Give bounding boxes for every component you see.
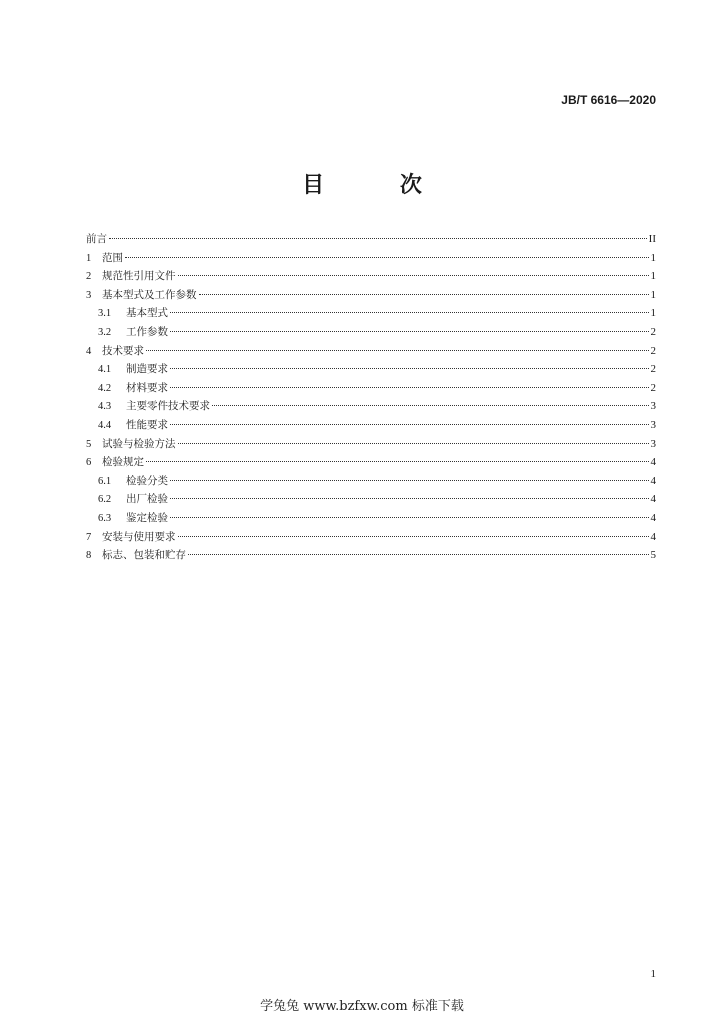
toc-entry-title: 前言 [86, 233, 107, 245]
toc-entry-number: 6.3 [98, 512, 112, 524]
toc-entry[interactable] [86, 546, 656, 565]
page-number: 1 [650, 968, 656, 980]
toc-entry-title: 检验分类 [126, 474, 168, 487]
toc-dot-leader [170, 517, 649, 518]
toc-dot-leader [199, 294, 649, 295]
toc-entry[interactable] [86, 360, 656, 379]
toc-entry-number: 4.1 [98, 364, 112, 376]
toc-entry-number: 6 [86, 457, 92, 469]
toc-entry[interactable] [86, 490, 656, 509]
toc-dot-leader [212, 405, 649, 406]
toc-entry-number: 3.2 [98, 326, 112, 338]
toc-entry-page: 5 [650, 549, 656, 562]
toc-entry-page: 3 [650, 437, 656, 450]
toc-dot-leader [178, 443, 649, 444]
toc-entry-number: 5 [86, 438, 92, 450]
toc-entry-page: 1 [650, 307, 656, 320]
toc-entry[interactable] [86, 230, 656, 249]
toc-entry[interactable] [86, 435, 656, 454]
toc-entry-page: 1 [650, 288, 656, 301]
toc-entry-number: 8 [86, 550, 92, 562]
toc-entry-title: 制造要求 [126, 363, 168, 376]
standard-code: JB/T 6616—2020 [561, 93, 656, 107]
toc-entry-number: 1 [86, 252, 92, 264]
toc-entry-title: 安装与使用要求 [102, 530, 176, 543]
toc-dot-leader [146, 461, 649, 462]
toc-entry-page: 2 [650, 363, 656, 376]
toc-entry[interactable] [86, 528, 656, 547]
toc-dot-leader [170, 498, 649, 499]
toc-entry-number: 2 [86, 271, 92, 283]
toc-dot-leader [170, 480, 649, 481]
page-title: 目 次 [302, 173, 456, 198]
toc-entry-title: 检验规定 [102, 456, 144, 469]
toc-entry[interactable] [86, 323, 656, 342]
toc-entry-page: 2 [650, 325, 656, 338]
toc-dot-leader [178, 275, 649, 276]
toc-entry-number: 3 [86, 289, 92, 301]
toc-entry-page: II [648, 233, 656, 245]
watermark-text: 学兔兔 www.bzfxw.com 标准下载 [260, 999, 464, 1014]
toc-entry-page: 4 [650, 493, 656, 506]
toc-entry-title: 范围 [102, 251, 123, 264]
toc-entry[interactable] [86, 304, 656, 323]
toc-entry[interactable] [86, 342, 656, 361]
toc-entry-title: 标志、包装和贮存 [102, 549, 186, 562]
toc-entry[interactable] [86, 509, 656, 528]
toc-entry-page: 1 [650, 270, 656, 283]
toc-entry[interactable] [86, 267, 656, 286]
toc-entry-title: 规范性引用文件 [102, 270, 176, 283]
toc-dot-leader [170, 387, 649, 388]
toc-entry[interactable] [86, 416, 656, 435]
toc-dot-leader [109, 238, 647, 239]
toc-entry-number: 4.4 [98, 419, 112, 431]
toc-entry-title: 技术要求 [102, 344, 144, 357]
toc-entry-title: 试验与检验方法 [102, 437, 176, 450]
toc-dot-leader [178, 536, 649, 537]
table-of-contents [86, 230, 656, 565]
toc-entry-page: 1 [650, 251, 656, 264]
toc-entry-number: 6.2 [98, 494, 112, 506]
toc-entry-page: 3 [650, 400, 656, 413]
toc-entry[interactable] [86, 472, 656, 491]
toc-entry[interactable] [86, 379, 656, 398]
toc-dot-leader [125, 257, 649, 258]
toc-entry-title: 出厂检验 [126, 493, 168, 506]
toc-entry-page: 2 [650, 344, 656, 357]
toc-entry-title: 基本型式 [126, 307, 168, 320]
toc-entry-number: 6.1 [98, 475, 112, 487]
toc-entry-page: 4 [650, 511, 656, 524]
toc-entry-page: 4 [650, 474, 656, 487]
toc-entry-title: 工作参数 [126, 325, 168, 338]
toc-entry-title: 材料要求 [126, 381, 168, 394]
toc-entry-number: 4.3 [98, 401, 112, 413]
toc-entry[interactable] [86, 397, 656, 416]
toc-dot-leader [170, 368, 649, 369]
toc-entry-title: 基本型式及工作参数 [102, 288, 197, 301]
toc-dot-leader [188, 554, 649, 555]
toc-entry-page: 4 [650, 530, 656, 543]
toc-dot-leader [170, 331, 649, 332]
toc-entry-title: 鉴定检验 [126, 511, 168, 524]
toc-dot-leader [170, 424, 649, 425]
toc-entry[interactable] [86, 453, 656, 472]
toc-entry-number: 3.1 [98, 308, 112, 320]
toc-entry-title: 主要零件技术要求 [126, 400, 210, 413]
toc-entry-title: 性能要求 [126, 418, 168, 431]
toc-entry[interactable] [86, 286, 656, 305]
toc-entry-number: 4.2 [98, 382, 112, 394]
toc-dot-leader [146, 350, 649, 351]
toc-entry-page: 2 [650, 381, 656, 394]
toc-entry[interactable] [86, 249, 656, 268]
toc-entry-number: 7 [86, 531, 92, 543]
toc-entry-number: 4 [86, 345, 92, 357]
toc-entry-page: 3 [650, 418, 656, 431]
toc-entry-page: 4 [650, 456, 656, 469]
toc-dot-leader [170, 312, 649, 313]
